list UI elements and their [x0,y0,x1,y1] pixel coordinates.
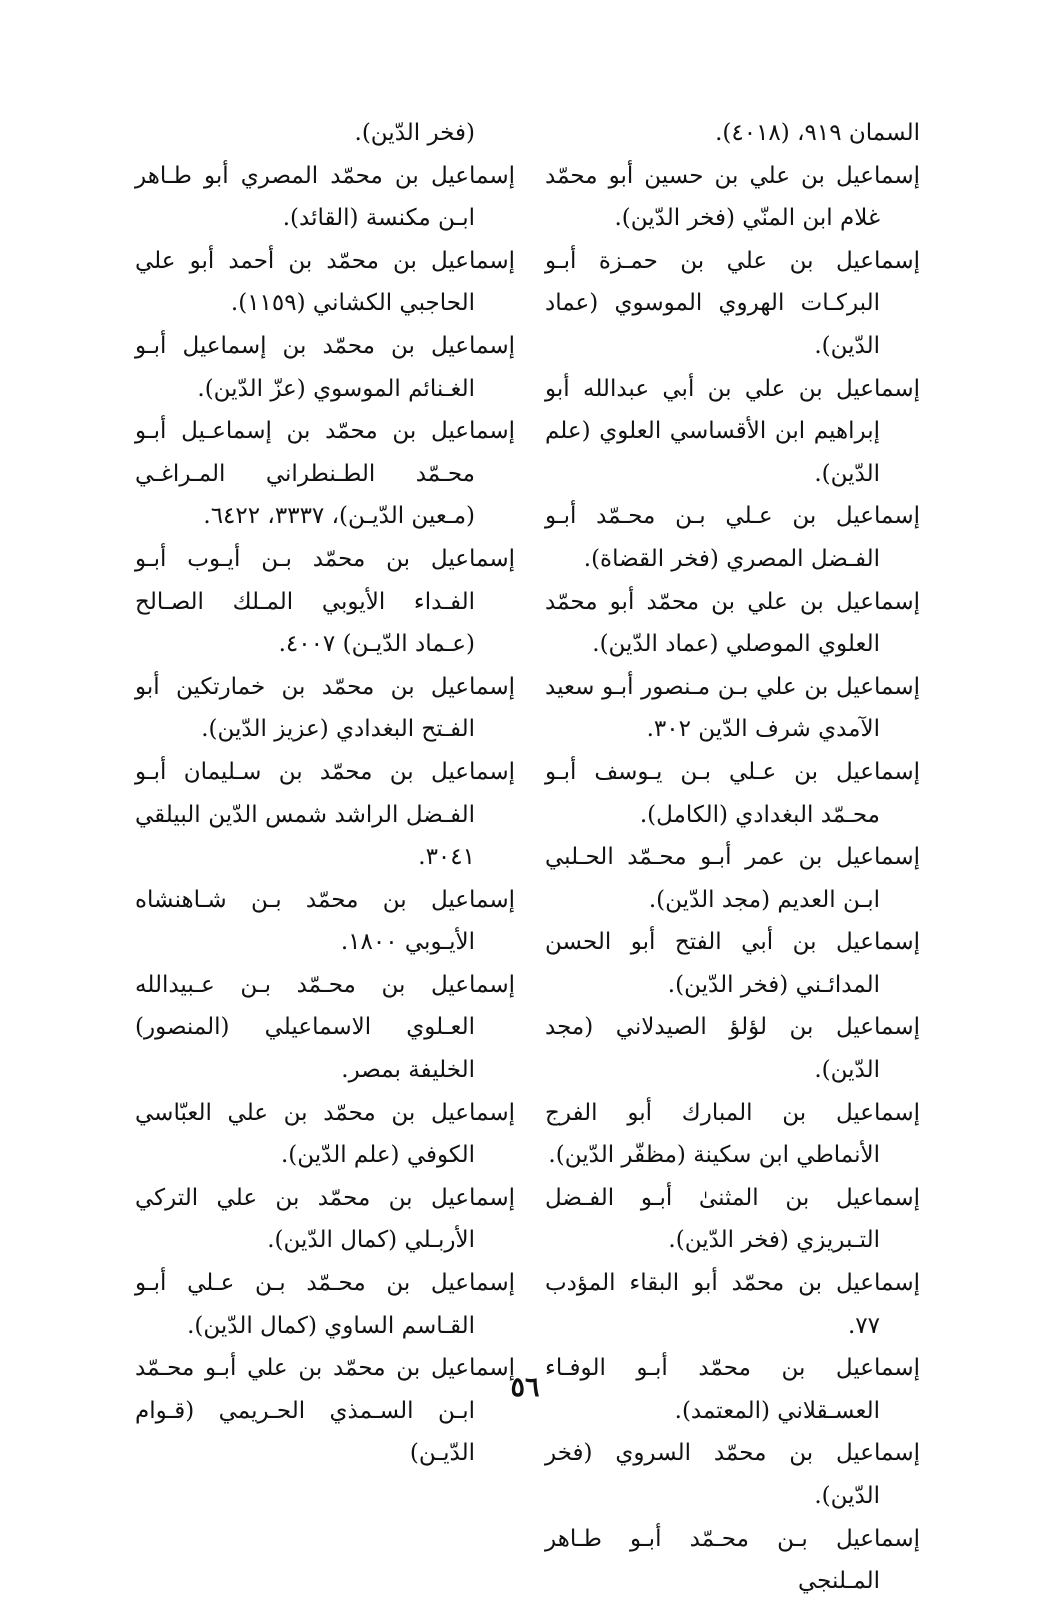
index-entry: إسماعيل بن محمّد بن سـليمان أبـو الفـضل الراشد شمس الدّين البيلقي ٣٠٤١. [135,758,515,871]
index-column-right [545,112,920,1603]
index-entry: إسماعيل بن محمّد المصري أبو طـاهر ابـن مكنسة (القائد). [135,162,515,232]
index-entry: إسماعيل بن أبي الفتح أبو الحسن المدائـني (فخر الدّين). [545,929,920,998]
index-entry: إسماعيل بن المثنىٰ أبـو الفـضل التـبريزي (فخر الدّين). [545,1184,920,1254]
index-entry: إسماعيل بن علي بن محمّد أبو محمّد العلوي الموصلي (عماد الدّين). [545,588,920,658]
index-entry: إسماعيل بن علي بن أبي عبدالله أبو إبراهيم ابن الأقساسي العلوي (علم الدّين). [545,375,920,487]
index-entry: إسماعيل بن محمّد بن خمارتكين أبو الفـتح البغدادي (عزيز الدّين). [135,673,515,743]
index-entry: إسماعيل بن محمّد بن إسماعـيل أبـو محـمّد الطـنطراني المـراغـي (مـعين الدّيـن)، ٣٣٣٧، ٦٤٢٢. [135,418,515,530]
index-entry: السمان ٩١٩، (٤٠١٨). [715,120,920,146]
index-entry: إسماعيل بن لؤلؤ الصيدلاني (مجد الدّين). [545,1014,920,1084]
index-entry: إسماعيل بن عـلي بـن محـمّد أبـو الفـضل المصري (فخر القضاة). [545,503,920,572]
index-entry: إسماعيل بن محـمّد بـن عـبيدالله العـلوي الاسماعيلي (المنصور) الخليفة بمصر. [135,971,515,1084]
index-entry: إسماعيل بن محمّد بن إسماعيل أبـو الغـنائم الموسوي (عزّ الدّين). [135,332,515,402]
index-entry: إسماعيل بن علي بـن مـنصور أبـو سعيد الآمدي شرف الدّين ٣٠٢. [545,673,920,743]
index-entry: إسماعيل بـن محـمّد أبـو طـاهر المـلنجي [545,1525,920,1595]
index-entry: إسماعيل بن محمّد بن علي العبّاسي الكوفي (علم الدّين). [135,1099,515,1169]
index-entry: إسماعيل بن محـمّد بـن عـلي أبـو القـاسم الساوي (كمال الدّين). [135,1270,515,1339]
index-entry: إسماعيل بن محمّد بن علي أبـو محـمّد ابـن السـمذي الحـريمي (قـوام الدّيـن) [135,1355,515,1467]
index-entry: إسماعيل بن علي بن حمـزة أبـو البركـات الهروي الموسوي (عماد الدّين). [545,247,920,359]
index-entry: إسماعيل بن محمّد بـن أيـوب أبـو الفـداء الأيوبي المـلك الصـالح (عـماد الدّيـن) ٤٠٠٧. [135,545,515,658]
page-number: ٥٦ [510,1372,540,1403]
index-column-left [135,112,515,1475]
index-entry: إسماعيل بن محمّد السروي (فخر الدّين). [545,1440,920,1509]
index-entry: إسماعيل بن محمّد بن أحمد أبو علي الحاجبي الكشاني (١١٥٩). [135,247,515,317]
index-entry: إسماعيل بن المبارك أبو الفرج الأنماطي ابن سكينة (مظفّر الدّين). [545,1099,920,1169]
index-entry-continuation: (فخر الدّين). [354,120,475,146]
index-entry: إسماعيل بن عـلي بـن يـوسف أبـو محـمّد البغدادي (الكامل). [545,758,920,828]
index-entry: إسماعيل بن عمر أبـو محـمّد الحـلبي ابـن العديم (مجد الدّين). [545,844,920,913]
index-entry: إسماعيل بن محمّد بن علي التركي الأربـلي (كمال الدّين). [135,1184,515,1254]
index-entry: إسماعيل بن محمّد أبـو الوفـاء العسـقلاني (المعتمد). [545,1355,920,1424]
index-entry: إسماعيل بن محمّد أبو البقاء المؤدب ٧٧. [545,1270,920,1339]
index-entry: إسماعيل بن محمّد بـن شـاهنشاه الأيـوبي ١٨٠٠. [135,886,515,956]
index-entry: إسماعيل بن علي بن حسين أبو محمّد غلام ابن المنّي (فخر الدّين). [545,162,920,232]
